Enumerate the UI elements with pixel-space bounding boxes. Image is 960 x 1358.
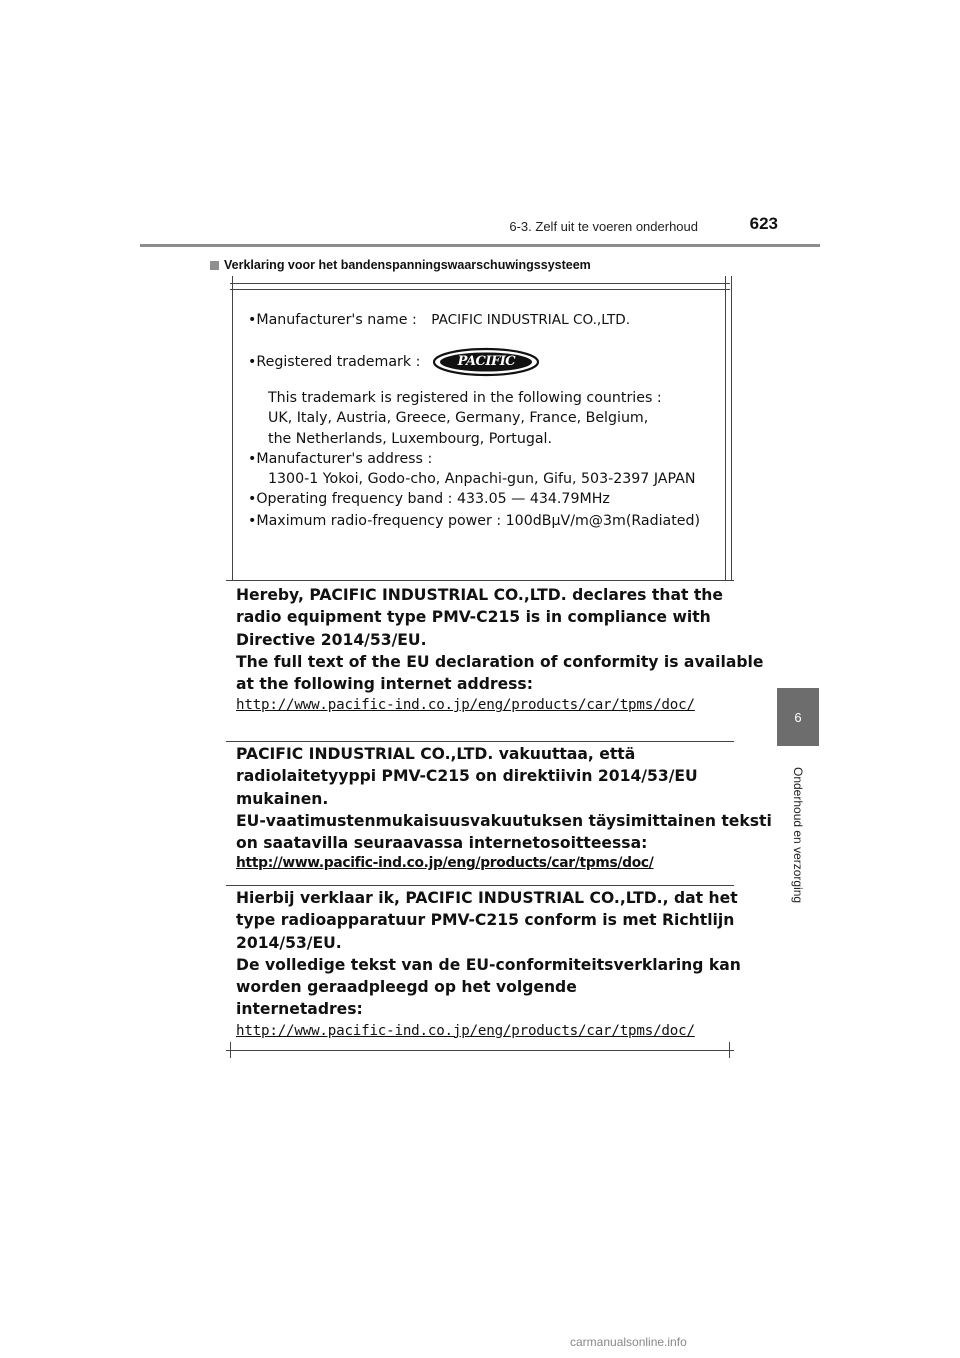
declaration-line: worden geraadpleegd op het volgende [236,978,577,997]
declaration-line: 2014/53/EU. [236,933,342,952]
declaration-nl [236,887,741,1041]
declaration-line: radio equipment type PMV-C215 is in compliance with [236,608,711,627]
declaration-url-link[interactable]: http://www.pacific-ind.co.jp/eng/products/car/tpms/doc/ [236,1022,695,1039]
address-value: 1300-1 Yokoi, Godo-cho, Anpachi-gun, Gifu, 503-2397 JAPAN [268,470,696,487]
header-rule [140,244,820,247]
declaration-url-link[interactable]: http://www.pacific-ind.co.jp/eng/products/car/tpms/doc/ [236,855,654,872]
declaration-line: Directive 2014/53/EU. [236,630,427,649]
declaration-line: EU-vaatimustenmukaisuusvakuutuksen täysimittainen teksti [236,811,772,830]
declaration-line: mukainen. [236,789,329,808]
chapter-label-text: Onderhoud en verzorging [791,766,805,904]
frequency-band: •Operating frequency band : 433.05 — 434.79MHz [248,491,610,508]
manufacturer-name-row [248,310,700,330]
frame-line [226,885,734,886]
declaration-line: at the following internet address: [236,675,533,694]
logo-text: PACIFIC [457,354,516,370]
square-bullet-icon [210,261,219,270]
frame-line [729,1042,730,1058]
declaration-line: PACIFIC INDUSTRIAL CO.,LTD. vakuuttaa, että [236,745,636,763]
chapter-tab [777,688,819,746]
frame-line [230,1042,231,1058]
frame-line [230,289,730,290]
frame-line [226,741,734,742]
manufacturer-label: •Manufacturer's name : [248,312,417,328]
manufacturer-panel [248,310,700,531]
chapter-number: 6 [794,709,802,725]
countries-line: UK, Italy, Austria, Greece, Germany, France, Belgium, [268,410,649,427]
frame-line [232,276,233,581]
pacific-logo [432,347,540,377]
declaration-line: Hierbij verklaar ik, PACIFIC INDUSTRIAL CO.,LTD., dat het [236,889,738,907]
declaration-line: Hereby, PACIFIC INDUSTRIAL CO.,LTD. declares that the [236,586,723,604]
frame-line [230,283,730,284]
declaration-line: on saatavilla seuraavassa internetosoitteessa: [236,834,648,853]
section-heading-text: Verklaring voor het bandenspanningswaarschuwingssysteem [224,258,591,272]
manufacturer-value: PACIFIC INDUSTRIAL CO.,LTD. [431,312,631,328]
countries-intro: This trademark is registered in the following countries : [268,390,662,407]
trademark-row [248,342,700,382]
footer-watermark: carmanualsonline.info [570,1335,687,1349]
declaration-line: type radioapparatuur PMV-C215 conform is met Richtlijn [236,911,735,930]
trademark-label: •Registered trademark : [248,354,421,371]
declaration-url-link[interactable]: http://www.pacific-ind.co.jp/eng/products/car/tpms/doc/ [236,697,695,714]
page-number: 623 [749,214,778,233]
max-rf-power: •Maximum radio-frequency power : 100dBμV/m@3m(Radiated) [248,513,701,530]
declaration-line: radiolaitetyyppi PMV-C215 on direktiivin 2014/53/EU [236,767,698,786]
frame-line [226,580,734,581]
declaration-line: De volledige tekst van de EU-conformiteitsverklaring kan [236,955,741,974]
frame-line [226,1050,734,1051]
countries-line: the Netherlands, Luxembourg, Portugal. [268,430,553,447]
frame-line [731,276,732,581]
declaration-fi [236,743,772,874]
declaration-line: internetadres: [236,1000,363,1019]
declaration-en [236,584,763,716]
declaration-line: The full text of the EU declaration of conformity is available [236,652,764,671]
frame-line [725,276,726,581]
chapter-label [777,760,819,910]
address-label: •Manufacturer's address : [248,450,433,467]
running-header-section: 6-3. Zelf uit te voeren onderhoud [509,219,698,234]
section-heading [210,258,591,272]
